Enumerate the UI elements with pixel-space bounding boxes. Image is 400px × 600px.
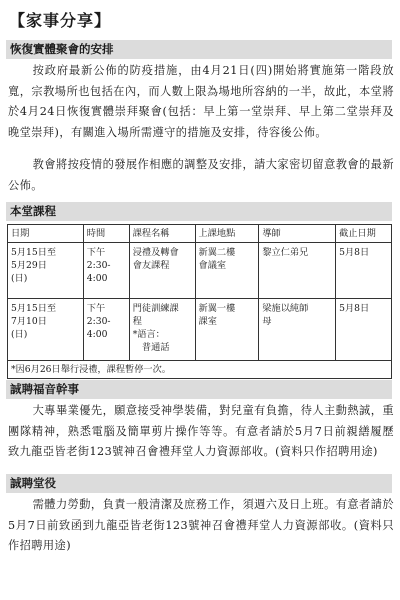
table-row	[8, 299, 392, 361]
cell-date: 5月15日至 7月10日 (日)	[8, 299, 84, 361]
page-title: 【家事分享】	[9, 11, 112, 30]
cell-time: 下午 2:30- 4:00	[83, 243, 129, 299]
cell-teacher: 梁施以純師 母	[259, 299, 336, 361]
cell-course-name: 浸禮及轉會 會友課程	[129, 243, 195, 299]
gospel-worker-paragraph: 大專畢業優先，願意接受神學裝備，對兒童有負擔，待人主動熱誠，重團隊精神，熟悉電腦及簡單剪片操作等等。有意者請於5月7日前親繕履歷致九龍亞皆老街123號神召會禮拜堂人力資源部收。(資料只作招聘用途)	[8, 404, 394, 458]
section-heading-reopen: 恢復實體聚會的安排	[6, 40, 392, 59]
course-note: *因6月26日舉行浸禮，課程暫停一次。	[8, 361, 392, 379]
cell-course-name: 門徒訓練課 程 *語言： 普通話	[129, 299, 195, 361]
course-table-header	[8, 225, 392, 243]
column-header: 導師	[259, 225, 336, 243]
cell-place: 新翼二樓 會議室	[195, 243, 259, 299]
column-header: 時間	[83, 225, 129, 243]
table-note-row	[8, 361, 392, 379]
column-header: 課程名稱	[129, 225, 195, 243]
cell-teacher: 黎立仁弟兄	[259, 243, 336, 299]
section-heading-gospel-worker: 誠聘福音幹事	[6, 380, 392, 399]
column-header: 上課地點	[195, 225, 259, 243]
course-table	[7, 224, 392, 379]
reopen-paragraph-2: 教會將按疫情的發展作相應的調整及安排，請大家密切留意教會的最新公佈。	[8, 158, 394, 192]
cell-deadline: 5月8日	[336, 243, 392, 299]
cell-place: 新翼一樓 課室	[195, 299, 259, 361]
cell-deadline: 5月8日	[336, 299, 392, 361]
column-header: 日期	[8, 225, 84, 243]
cell-time: 下午 2:30- 4:00	[83, 299, 129, 361]
janitor-paragraph: 需體力勞動，負責一般清潔及庶務工作，須週六及日上班。有意者請於5月7日前致函到九龍亞皆老街123號神召會禮拜堂人力資源部收。(資料只作招聘用途)	[8, 498, 394, 552]
column-header: 截止日期	[336, 225, 392, 243]
cell-date: 5月15日至 5月29日 (日)	[8, 243, 84, 299]
reopen-paragraph-1: 按政府最新公佈的防疫措施，由4月21日(四)開始將實施第一階段放寬，宗教場所也包括在內，而人數上限為場地所容納的一半，故此，本堂將於4月24日恢復實體崇拜聚會(包括：早上第一堂崇拜、早上第二堂崇拜及晚堂崇拜)，有關進入場所需遵守的措施及安排，待容後公佈。	[8, 64, 394, 139]
table-row	[8, 243, 392, 299]
section-heading-janitor: 誠聘堂役	[6, 474, 392, 493]
section-heading-courses: 本堂課程	[6, 202, 392, 221]
